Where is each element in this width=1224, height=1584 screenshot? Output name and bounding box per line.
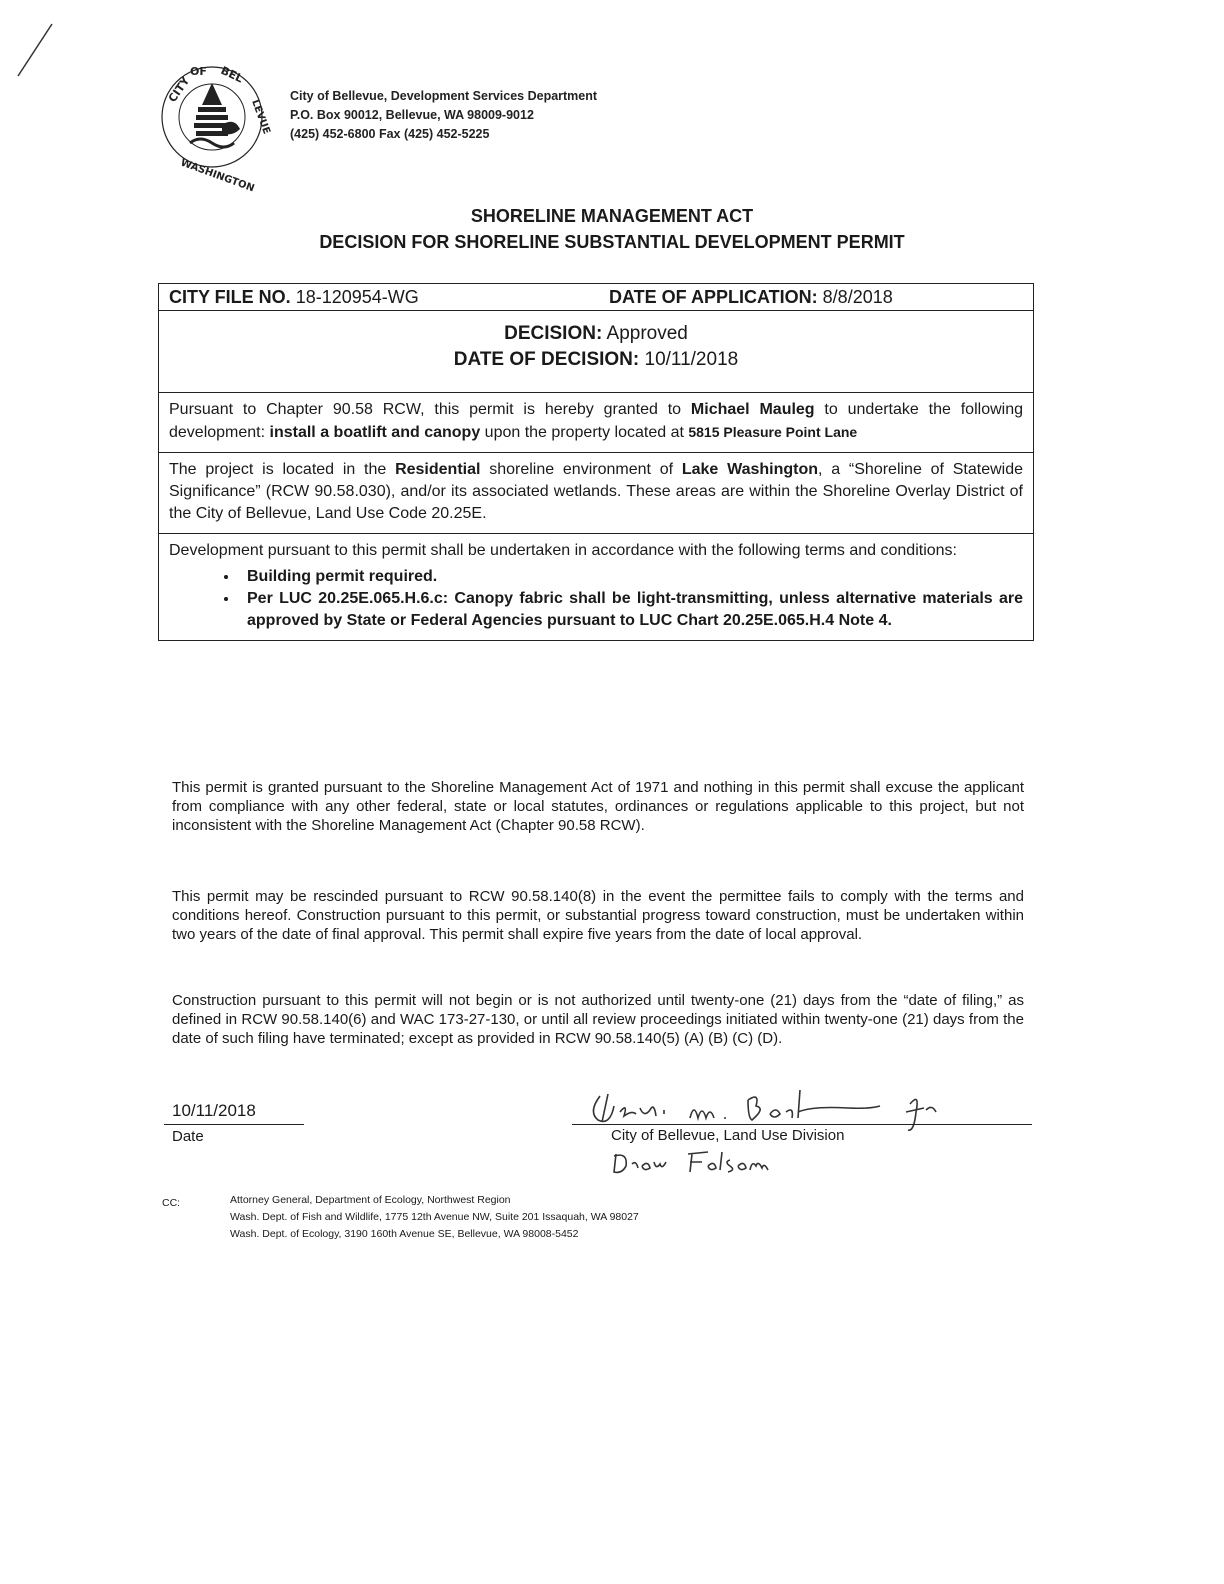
location-paragraph — [159, 453, 1033, 534]
cc-recipient: Attorney General, Department of Ecology, Northwest Region — [230, 1194, 511, 1206]
decision-row — [159, 311, 1033, 393]
department-address — [290, 87, 597, 144]
decision-date-value: 10/11/2018 — [644, 349, 739, 370]
svg-text:BEL: BEL — [218, 63, 246, 86]
cc-recipient: Wash. Dept. of Fish and Wildlife, 1775 12th Avenue NW, Suite 201 Issaquah, WA 98027 — [230, 1211, 639, 1223]
file-no-label: CITY FILE NO. — [169, 287, 291, 307]
title-line-1: SHORELINE MANAGEMENT ACT — [470, 206, 754, 226]
file-no-value: 18-120954-WG — [295, 287, 419, 307]
svg-text:CITY: CITY — [165, 74, 193, 105]
property-address: 5815 Pleasure Point Lane — [688, 424, 858, 440]
cc-label: CC: — [162, 1197, 181, 1209]
decision-value: Approved — [606, 323, 688, 344]
department-po-box: P.O. Box 90012, Bellevue, WA 98009-9012 — [290, 108, 534, 122]
applicant-name: Michael Mauleg — [690, 401, 815, 418]
conditions-intro: Development pursuant to this permit shall be undertaken in accordance with the following terms and conditions: — [169, 542, 957, 559]
svg-text:OF: OF — [190, 65, 207, 78]
application-date-value: 8/8/2018 — [822, 287, 893, 307]
application-date-label: DATE OF APPLICATION: — [609, 287, 818, 307]
location-text-1: The project is located in the — [169, 461, 396, 478]
grant-text-1: Pursuant to Chapter 90.58 RCW, this permit is hereby granted to — [169, 401, 691, 418]
decision-label: DECISION: — [504, 323, 603, 344]
svg-text:WASHINGTON: WASHINGTON — [178, 157, 256, 195]
signer-organization: City of Bellevue, Land Use Division — [611, 1127, 845, 1144]
city-seal-icon — [160, 55, 272, 195]
permit-decision-box — [158, 283, 1034, 641]
signature-line — [572, 1124, 1032, 1125]
date-label: Date — [172, 1128, 204, 1145]
condition-item: • Per LUC 20.25E.065.H.6.c: Canopy fabric shall be light-transmitting, unless alternative materials are approved by State or Federal Agencies pursuant to LUC Chart 20.25E.065.H.4 Note 4. — [239, 588, 1023, 632]
water-body: Lake Washington — [681, 461, 819, 478]
svg-text:LEVUE: LEVUE — [249, 98, 272, 136]
conditions-section — [159, 534, 1033, 640]
location-text-2: shoreline environment of — [480, 461, 682, 478]
grant-text-2: to undertake the following development: — [169, 401, 1023, 441]
grant-paragraph — [159, 393, 1033, 453]
cc-recipient: Wash. Dept. of Ecology, 3190 160th Avenue SE, Bellevue, WA 98008-5452 — [230, 1228, 579, 1240]
shoreline-environment: Residential — [395, 461, 481, 478]
decision-date-label: DATE OF DECISION: — [453, 349, 640, 370]
grant-text-3: upon the property located at — [480, 424, 689, 441]
title-line-2: DECISION FOR SHORELINE SUBSTANTIAL DEVELOPMENT PERMIT — [319, 232, 905, 252]
location-text-3: , a “Shoreline of Statewide Significance” (RCW 90.58.030), and/or its associated wetlands. These areas are within the Shoreline Overlay District of the City of Bellevue, Land Use Code 20.25E. — [169, 461, 1023, 522]
condition-item: • Building permit required. — [239, 566, 1023, 588]
handwritten-name-icon — [612, 1148, 812, 1178]
file-number-row — [159, 284, 1033, 311]
document-title — [0, 203, 1224, 255]
department-phone: (425) 452-6800 Fax (425) 452-5225 — [290, 127, 490, 141]
department-name: City of Bellevue, Development Services Department — [290, 89, 598, 103]
paragraph-construction: Construction pursuant to this permit will not begin or is not authorized until twenty-one (21) days from the “date of filing,” as defined in RCW 90.58.140(6) and WAC 173-27-130, or until all review proceedings initiated within twenty-one (21) days from the date of such filing have terminated; except as provided in RCW 90.58.140(5) (A) (B) (C) (D). — [172, 992, 1024, 1047]
paragraph-compliance: This permit is granted pursuant to the Shoreline Management Act of 1971 and nothing in this permit shall excuse the applicant from compliance with any other federal, state or local statutes, ordinances or regulations applicable to this project, but not inconsistent with the Shoreline Management Act (Chapter 90.58 RCW). — [172, 779, 1024, 834]
development-description: install a boatlift and canopy — [269, 424, 481, 441]
conditions-list — [169, 566, 1023, 632]
signature-date: 10/11/2018 — [172, 1101, 256, 1120]
pen-stroke-mark — [8, 20, 58, 80]
paragraph-rescission: This permit may be rescinded pursuant to RCW 90.58.140(8) in the event the permittee fails to comply with the terms and conditions hereof. Construction pursuant to this permit, or substantial progress toward construction, must be undertaken within two years of the date of final approval. This permit shall expire five years from the date of local approval. — [172, 888, 1024, 943]
date-line — [164, 1124, 304, 1125]
cc-recipients — [230, 1192, 639, 1243]
